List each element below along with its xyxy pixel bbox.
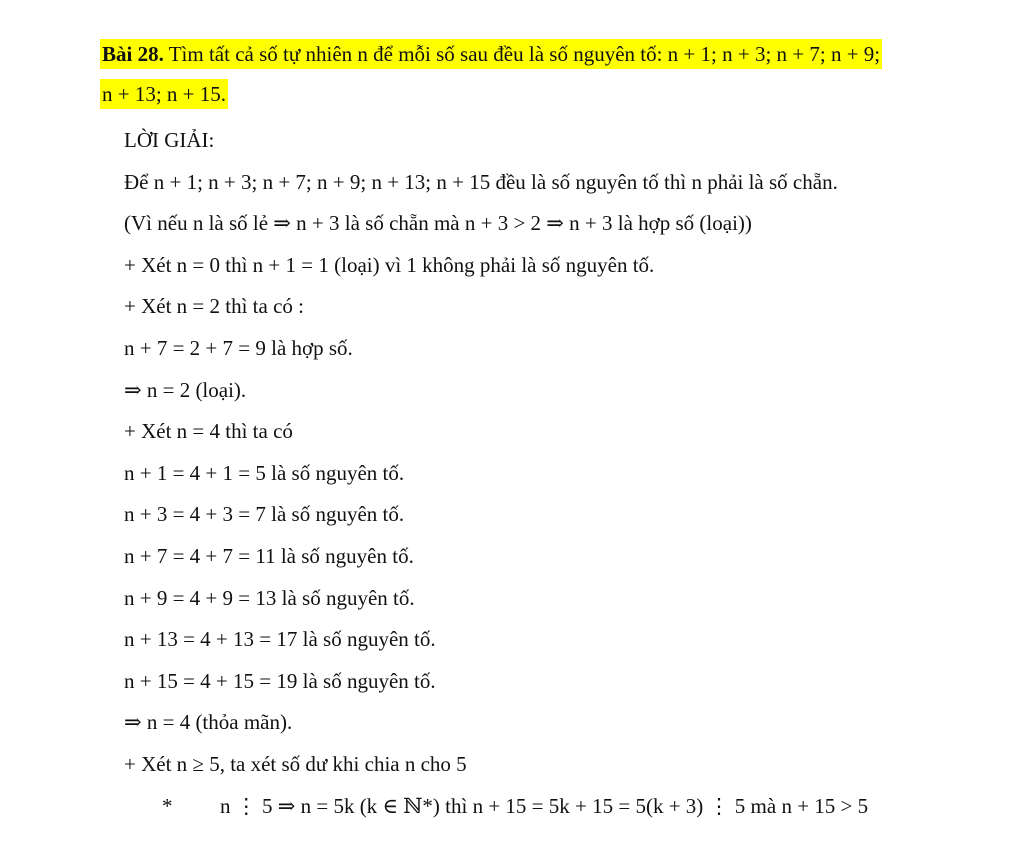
problem-label: Bài 28. [102,42,164,66]
problem-statement [100,34,980,114]
solution-line: (Vì nếu n là số lẻ ⇒ n + 3 là số chẵn mà n + 3 > 2 ⇒ n + 3 là hợp số (loại)) [124,211,752,236]
solution-line: ⇒ n = 4 (thỏa mãn). [124,710,293,735]
solution-line: Để n + 1; n + 3; n + 7; n + 9; n + 13; n + 15 đều là số nguyên tố thì n phải là số chẵn. [124,169,838,194]
solution-line: + Xét n = 0 thì n + 1 = 1 (loại) vì 1 không phải là số nguyên tố. [124,252,655,277]
solution-line: ⇒ n = 2 (loại). [124,377,247,402]
solution-line: n + 1 = 4 + 1 = 5 là số nguyên tố. [124,460,405,485]
problem-highlight [100,39,882,69]
case-line [124,786,1004,828]
solution-line: n + 15 = 4 + 15 = 19 là số nguyên tố. [124,668,436,693]
solution-heading: LỜI GIẢI: [124,128,215,152]
solution-line: + Xét n = 2 thì ta có : [124,294,304,319]
bullet-star: * [162,793,173,818]
solution-line: + Xét n ≥ 5, ta xét số dư khi chia n cho 5 [124,751,467,776]
solution-line: n + 9 = 4 + 9 = 13 là số nguyên tố. [124,585,415,610]
solution-line: + Xét n = 4 thì ta có [124,419,293,444]
solution-line: n + 3 = 4 + 3 = 7 là số nguyên tố. [124,502,405,527]
solution-line: n + 7 = 2 + 7 = 9 là hợp số. [124,335,353,360]
problem-text: Tìm tất cả số tự nhiên n để mỗi số sau đều là số nguyên tố: n + 1; n + 3; n + 7; n + 9; [168,42,881,66]
case-text: n ⋮ 5 ⇒ n = 5k (k ∈ ℕ*) thì n + 15 = 5k + 15 = 5(k + 3) ⋮ 5 mà n + 15 > 5 [220,793,869,818]
solution-body [124,120,1004,827]
solution-line: n + 13 = 4 + 13 = 17 là số nguyên tố. [124,627,436,652]
problem-text-line2: n + 13; n + 15. [100,79,228,109]
solution-line: n + 7 = 4 + 7 = 11 là số nguyên tố. [124,543,414,568]
